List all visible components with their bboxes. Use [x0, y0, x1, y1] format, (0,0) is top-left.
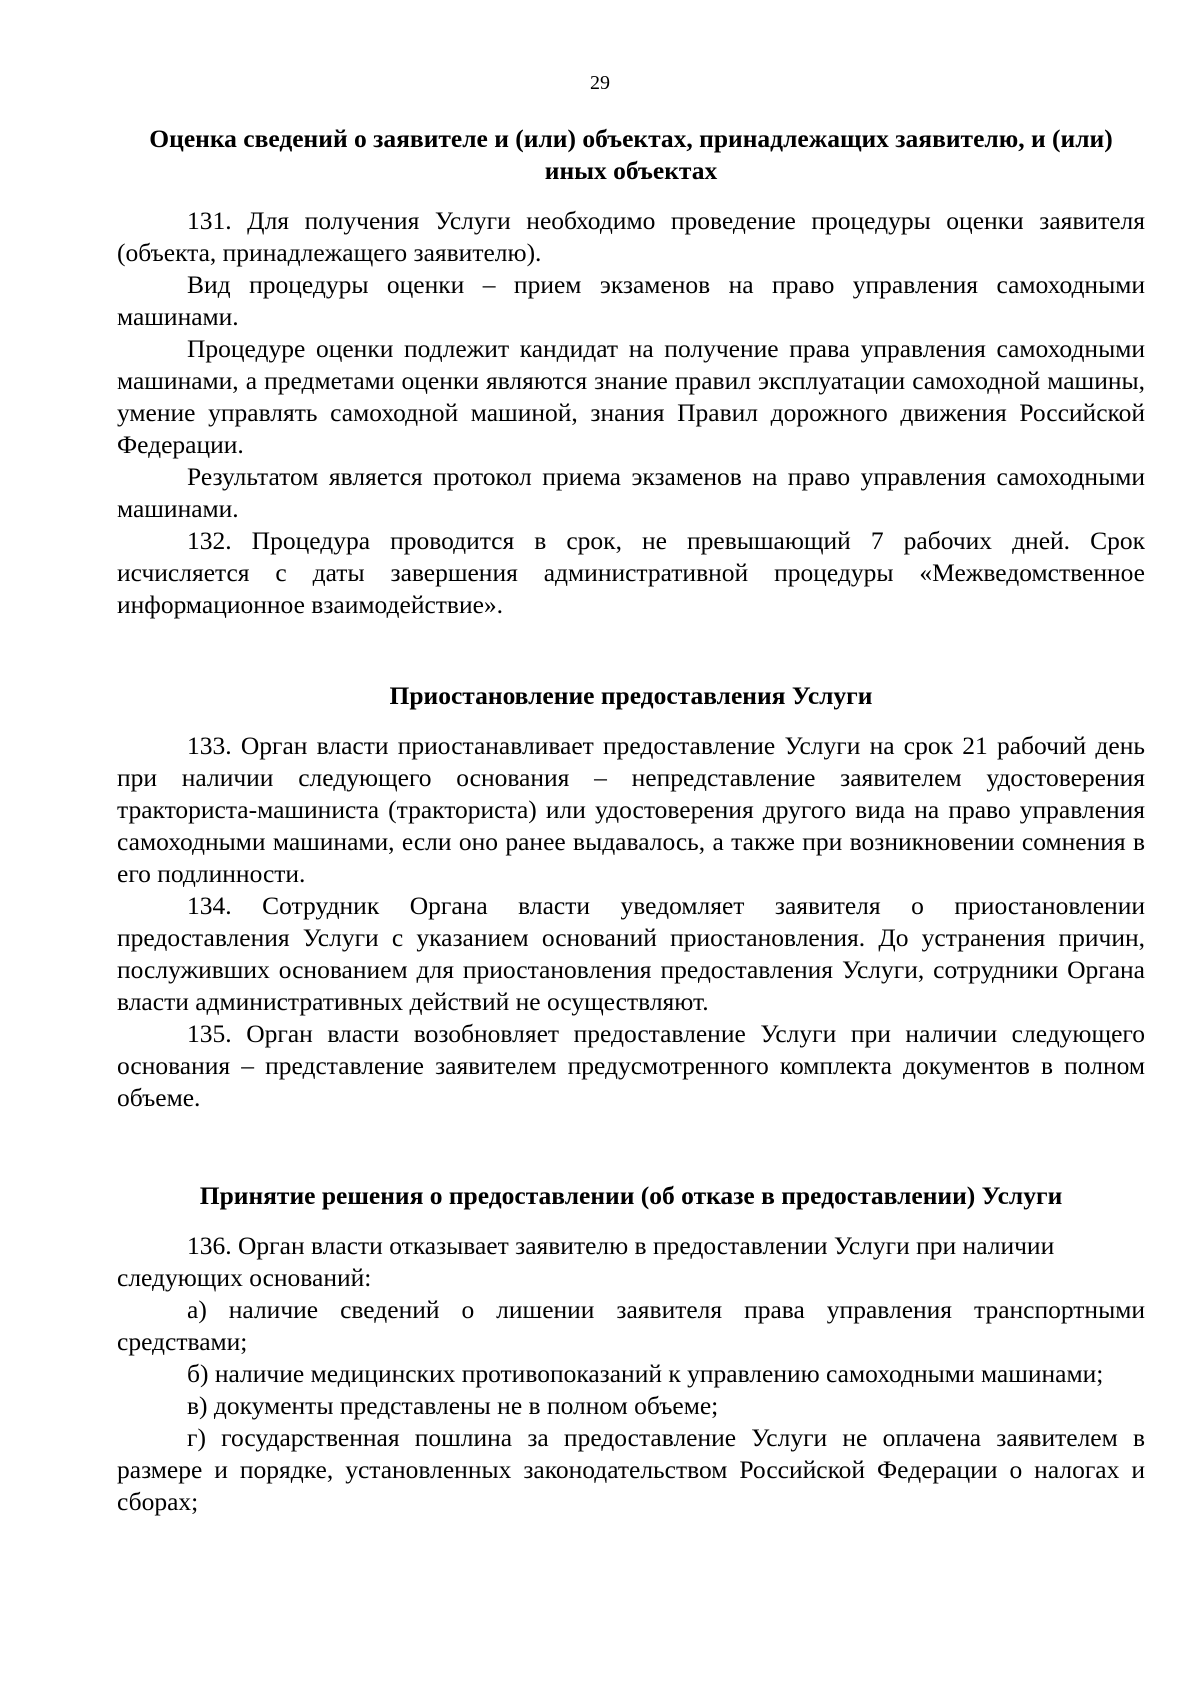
paragraph-133: 133. Орган власти приостанавливает предоставление Услуги на срок 21 рабочий день при наличии следующего основания – непредставление заявителем удостоверения тракториста-машиниста (тракториста) или удостоверения другого вида на право управления самоходными машинами, если оно ранее выдавалось, а также при возникновении сомнения в его подлинности.: [117, 731, 1145, 888]
section-heading: Оценка сведений о заявителе и (или) объектах, принадлежащих заявителю, и (или) иных объектах: [149, 124, 1113, 185]
section-applicant-assessment: [117, 123, 1145, 621]
paragraph-134: 134. Сотрудник Органа власти уведомляет заявителя о приостановлении предоставления Услуги с указанием оснований приостановления. До устранения причин, послуживших основанием для приостановления предоставления Услуги, сотрудники Органа власти административных действий не осуществляют.: [117, 891, 1145, 1016]
paragraph-assessment-type: Вид процедуры оценки – прием экзаменов на право управления самоходными машинами.: [117, 270, 1145, 331]
paragraph-135: 135. Орган власти возобновляет предоставление Услуги при наличии следующего основания – представление заявителем предусмотренного комплекта документов в полном объеме.: [117, 1019, 1145, 1112]
section-heading: Приостановление предоставления Услуги: [389, 681, 873, 710]
paragraph-assessment-result: Результатом является протокол приема экзаменов на право управления самоходными машинами.: [117, 462, 1145, 523]
list-item-g: г) государственная пошлина за предоставление Услуги не оплачена заявителем в размере и порядке, установленных законодательством Российской Федерации о налогах и сборах;: [117, 1423, 1145, 1516]
list-item-v: в) документы представлены не в полном объеме;: [187, 1391, 719, 1420]
page-number: 29: [590, 72, 610, 94]
paragraph-assessment-subject: Процедуре оценки подлежит кандидат на получение права управления самоходными машинами, а предметами оценки являются знание правил эксплуатации самоходной машины, умение управлять самоходной машиной, знания Правил дорожного движения Российской Федерации.: [117, 334, 1145, 459]
paragraph-131: 131. Для получения Услуги необходимо проведение процедуры оценки заявителя (объекта, принадлежащего заявителю).: [117, 206, 1145, 267]
paragraph-132: 132. Процедура проводится в срок, не превышающий 7 рабочих дней. Срок исчисляется с даты завершения административной процедуры «Межведомственное информационное взаимодействие».: [117, 526, 1145, 619]
paragraph-136: 136. Орган власти отказывает заявителю в предоставлении Услуги при наличии следующих оснований:: [117, 1231, 1055, 1292]
section-suspension: [117, 680, 1145, 1114]
list-item-a: а) наличие сведений о лишении заявителя права управления транспортными средствами;: [117, 1295, 1145, 1356]
list-item-b: б) наличие медицинских противопоказаний к управлению самоходными машинами;: [187, 1359, 1104, 1388]
section-decision: [117, 1180, 1145, 1518]
section-heading: Принятие решения о предоставлении (об отказе в предоставлении) Услуги: [199, 1181, 1063, 1210]
